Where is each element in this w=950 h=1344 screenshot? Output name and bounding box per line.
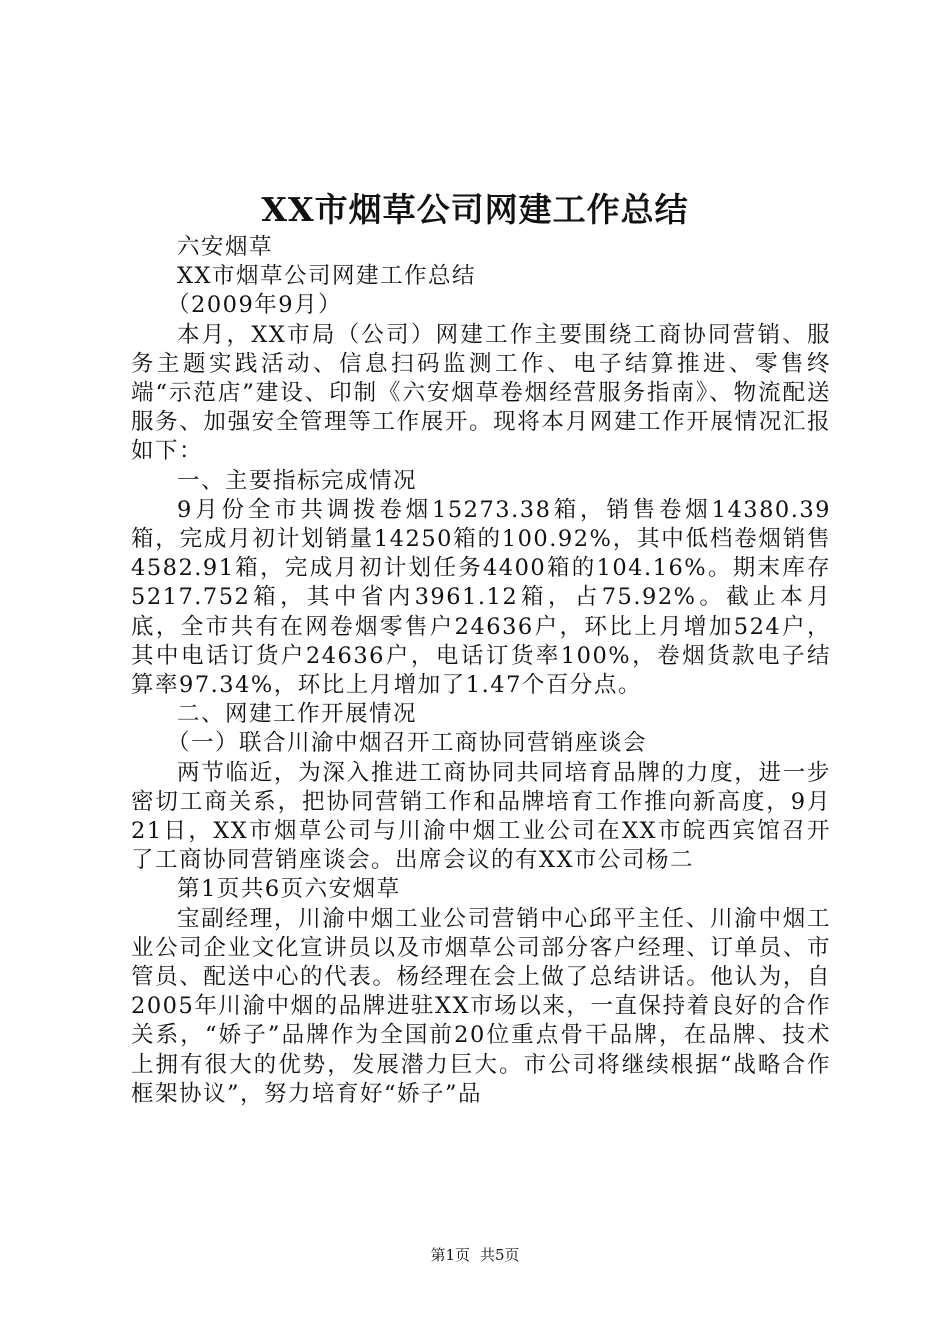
page-marker-text: 第1页共6页六安烟草 bbox=[177, 876, 401, 903]
body-paragraph: 宝副经理，川渝中烟工业公司营销中心邱平主任、川渝中烟工业公司企业文化宣讲员以及市烟草公司部分客户经理、订单员、市管员、配送中心的代表。杨经理在会上做了总结讲话。他认为，自2005年川渝中烟的品牌进驻XX市场以来，一直保持着良好的合作关系，“娇子”品牌作为全国前20位重点骨干品牌，在品牌、技术上拥有很大的优势，发展潜力巨大。市公司将继续根据“战略合作框架协议”，努力培育好“娇子”品 bbox=[131, 905, 831, 1107]
body-paragraph: 本月，XX市局（公司）网建工作主要围绕工商协同营销、服务主题实践活动、信息扫码监测工作、电子结算推进、零售终端“示范店”建设、印制《六安烟草卷烟经营服务指南》、物流配送服务、加强安全管理等工作展开。现将本月网建工作开展情况汇报如下： bbox=[131, 321, 831, 465]
footer-page-number: 第1页 bbox=[430, 1246, 470, 1264]
subsection-heading: （一）联合川渝中烟召开工商协同营销座谈会 bbox=[167, 730, 648, 757]
body-paragraph: （2009年9月） bbox=[167, 292, 343, 319]
document-title: XX市烟草公司网建工作总结 bbox=[261, 190, 689, 229]
page-footer bbox=[0, 1244, 950, 1265]
body-paragraph: 9月份全市共调拨卷烟15273.38箱，销售卷烟14380.39箱，完成月初计划销量14250箱的100.92%，其中低档卷烟销售4582.91箱，完成月初计划任务4400箱的104.16%。期末库存5217.752箱，其中省内3961.12箱，占75.92%。截止本月底，全市共有在网卷烟零售户24636户，环比上月增加524户，其中电话订货户24636户，电话订货率100%，卷烟货款电子结算率97.34%，环比上月增加了1.47个百分点。 bbox=[131, 496, 831, 699]
document-body bbox=[131, 233, 831, 1109]
section-heading: 二、网建工作开展情况 bbox=[177, 701, 418, 728]
section-heading: 一、主要指标完成情况 bbox=[177, 467, 418, 494]
body-paragraph: 两节临近，为深入推进工商协同共同培育品牌的力度，进一步密切工商关系，把协同营销工作和品牌培育工作推向新高度，9月21日，XX市烟草公司与川渝中烟工业公司在XX市皖西宾馆召开了工商协同营销座谈会。出席会议的有XX市公司杨二 bbox=[131, 759, 831, 874]
body-paragraph: 六安烟草 bbox=[177, 234, 274, 260]
footer-total-pages: 共5页 bbox=[480, 1246, 520, 1264]
body-paragraph: XX市烟草公司网建工作总结 bbox=[177, 263, 477, 290]
